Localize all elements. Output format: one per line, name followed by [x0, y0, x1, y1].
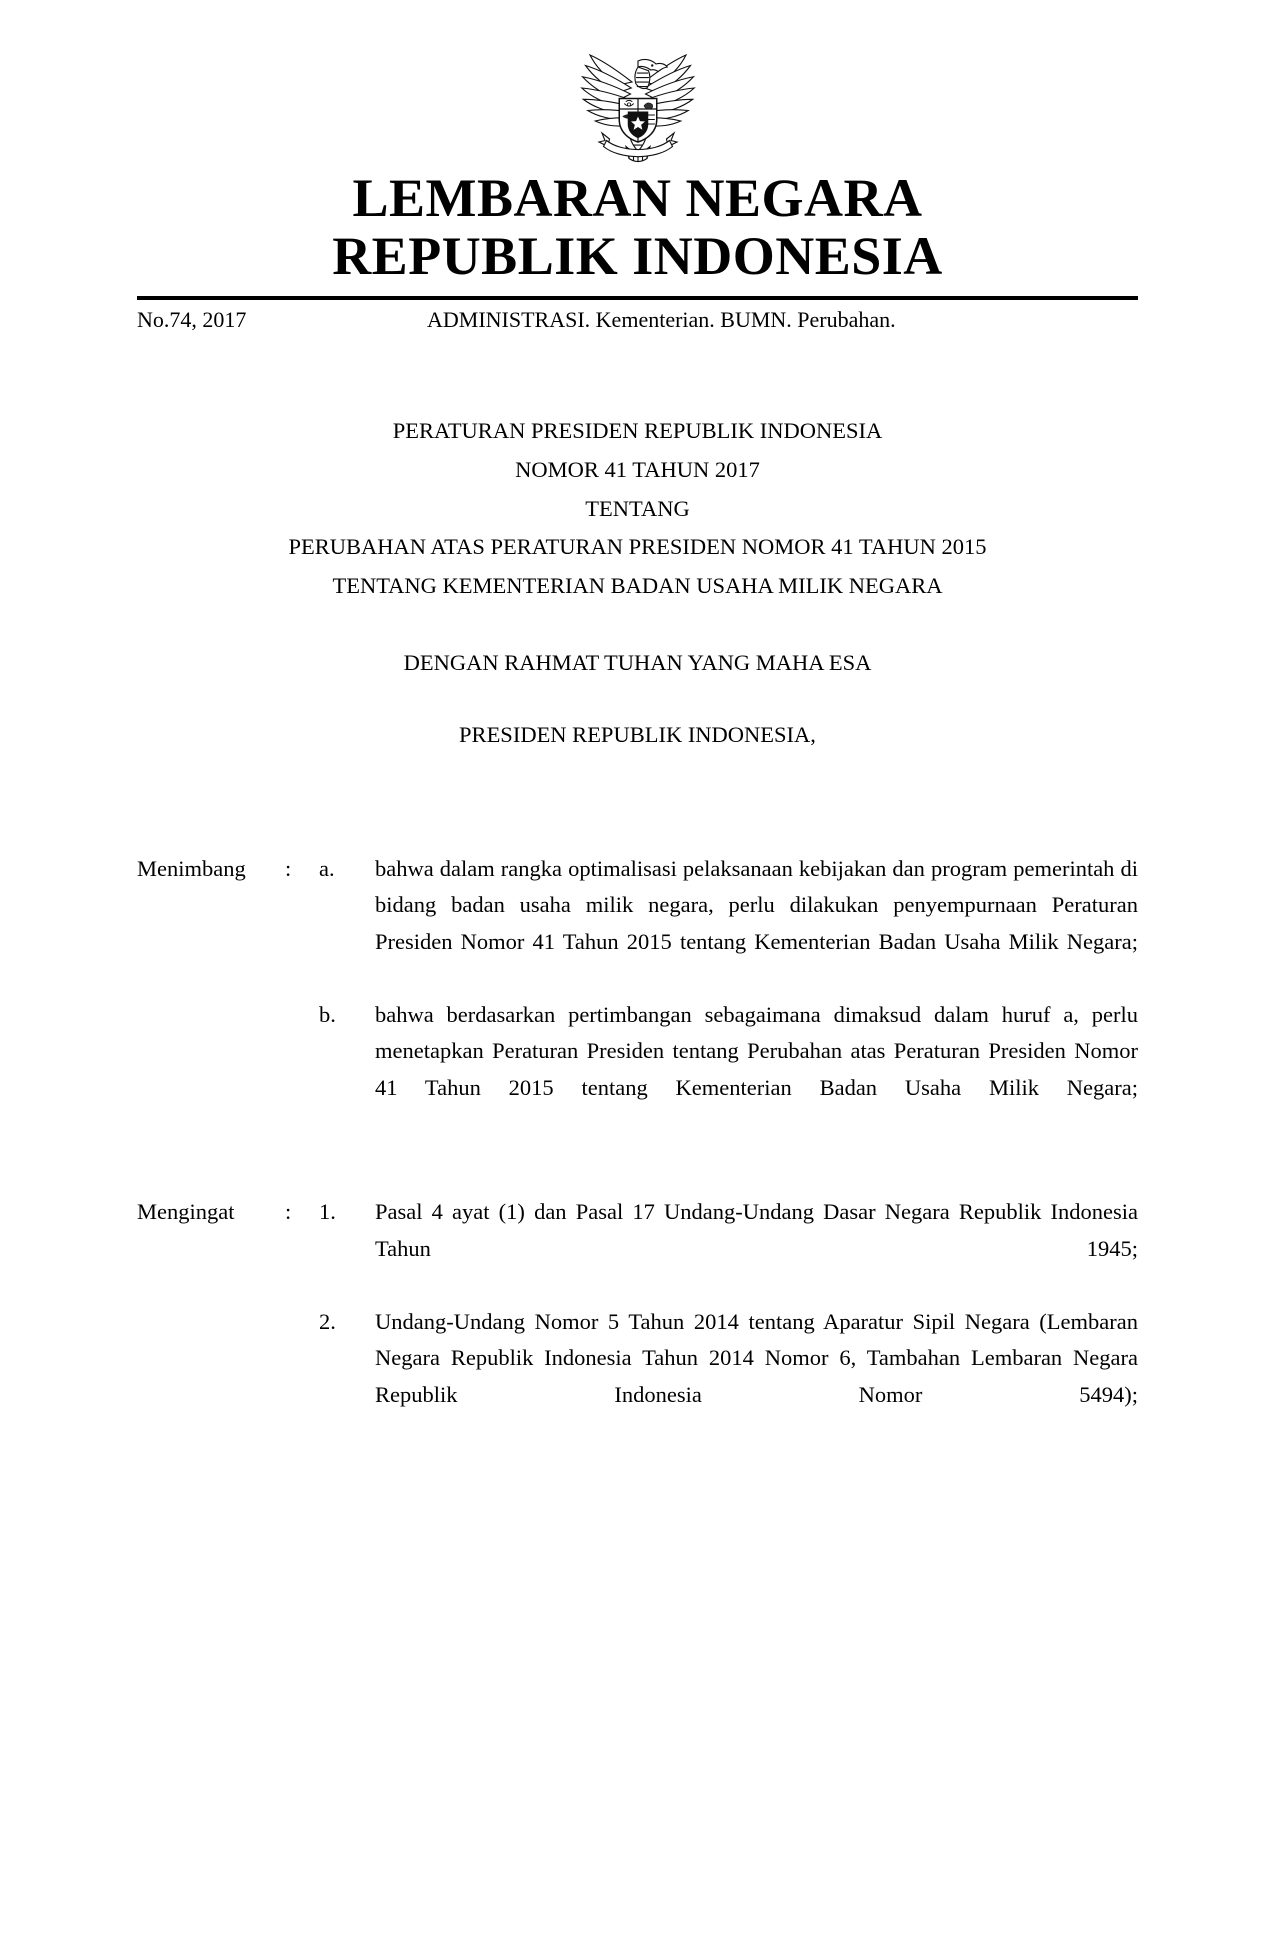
authority-line: PRESIDEN REPUBLIK INDONESIA, [459, 722, 816, 748]
clause-item [319, 1194, 1138, 1303]
clause-item [319, 1304, 1138, 1450]
clause-item [319, 851, 1138, 997]
blessing-line: DENGAN RAHMAT TUHAN YANG MAHA ESA [403, 649, 872, 675]
title-block-spacer-1 [0, 606, 1275, 644]
clause-label-menimbang: Menimbang [137, 855, 246, 881]
clause-label-mengingat: Mengingat [137, 1199, 235, 1225]
clause-item-marker: b. [319, 1001, 336, 1027]
header-divider-line [137, 296, 1138, 300]
clause-group-menimbang [137, 851, 1138, 1143]
clause-item [319, 997, 1138, 1143]
header-divider [137, 296, 1138, 300]
regulation-title-line-1: PERATURAN PRESIDEN REPUBLIK INDONESIA [392, 418, 883, 444]
issue-line [137, 306, 1138, 335]
regulation-subject-line-2: TENTANG KEMENTERIAN BADAN USAHA MILIK NEGARA [332, 572, 943, 598]
masthead-title [0, 170, 1275, 286]
regulation-number: NOMOR 41 TAHUN 2017 [515, 456, 760, 482]
clause-items-menimbang [319, 851, 1138, 1143]
clause-item-text: Undang-Undang Nomor 5 Tahun 2014 tentang Aparatur Sipil Negara (Lembaran Negara Republik Indonesia Tahun 2014 Nomor 6, Tambahan Lembaran Negara Republik Indonesia Nomor 5494); [375, 1308, 1138, 1407]
masthead-title-line-1: LEMBARAN NEGARA [352, 168, 923, 228]
clause-item-marker: 2. [319, 1308, 336, 1334]
issue-subject: ADMINISTRASI. Kementerian. BUMN. Perubahan. [427, 306, 896, 332]
masthead-title-line-2: REPUBLIK INDONESIA [332, 225, 943, 286]
masthead [0, 0, 1275, 286]
issue-number: No.74, 2017 [137, 306, 247, 332]
clause-item-marker: 1. [319, 1199, 336, 1225]
clause-colon-menimbang: : [285, 855, 292, 881]
clause-item-marker: a. [319, 855, 335, 881]
title-block-spacer-2 [0, 682, 1275, 716]
garuda-pancasila-emblem [563, 28, 713, 178]
regulation-about-label: TENTANG [585, 495, 690, 521]
clause-item-text: bahwa dalam rangka optimalisasi pelaksanaan kebijakan dan program pemerintah di bidang badan usaha milik negara, perlu dilakukan penyempurnaan Peraturan Presiden Nomor 41 Tahun 2015 tentang Kementerian Badan Usaha Milik Negara; [375, 855, 1138, 954]
regulation-subject-line-1: PERUBAHAN ATAS PERATURAN PRESIDEN NOMOR 41 TAHUN 2015 [288, 534, 987, 560]
regulation-title-block [0, 412, 1275, 755]
clause-sections [137, 851, 1138, 1450]
clause-colon-mengingat: : [285, 1199, 292, 1225]
clause-item-text: bahwa berdasarkan pertimbangan sebagaimana dimaksud dalam huruf a, perlu menetapkan Peraturan Presiden tentang Perubahan atas Peraturan Presiden Nomor 41 Tahun 2015 tentang Kementerian Badan Usaha Milik Negara; [375, 1001, 1138, 1100]
clause-items-mengingat [319, 1194, 1138, 1449]
clause-item-text: Pasal 4 ayat (1) dan Pasal 17 Undang-Undang Dasar Negara Republik Indonesia Tahun 1945; [375, 1199, 1138, 1261]
clause-group-mengingat [137, 1194, 1138, 1449]
